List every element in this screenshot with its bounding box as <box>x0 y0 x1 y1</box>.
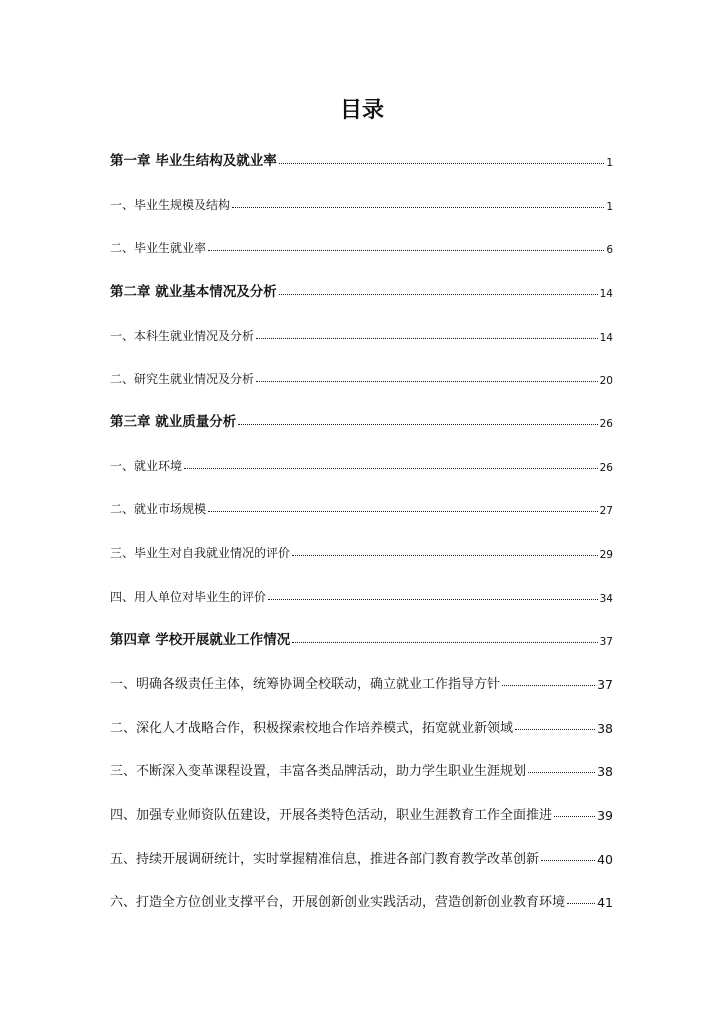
toc-entry-page: 1 <box>606 157 613 169</box>
toc-leader-dots <box>279 163 605 164</box>
toc-chapter-entry[interactable] <box>110 276 613 300</box>
toc-entry-page: 27 <box>599 505 613 517</box>
toc-section-entry[interactable] <box>110 450 613 474</box>
toc-entry-page: 29 <box>599 549 613 561</box>
toc-leader-dots <box>528 772 595 773</box>
toc-entry-page: 37 <box>599 636 613 648</box>
toc-entry-page: 26 <box>599 462 613 474</box>
toc-entry-label: 一、本科生就业情况及分析 <box>110 329 255 343</box>
toc-leader-dots <box>502 685 595 686</box>
toc-section-entry[interactable] <box>110 189 613 213</box>
toc-section-entry[interactable] <box>110 843 613 867</box>
toc-entry-page: 37 <box>597 677 613 692</box>
toc-section-entry[interactable] <box>110 232 613 256</box>
toc-section-entry[interactable] <box>110 581 613 605</box>
toc-entry-label: 二、毕业生就业率 <box>110 241 207 255</box>
toc-entry-label: 六、打造全方位创业支撑平台，开展创新创业实践活动，营造创新创业教育环境 <box>110 895 566 910</box>
toc-entry-page: 38 <box>597 721 613 736</box>
toc-entry-label: 一、就业环境 <box>110 459 183 473</box>
toc-section-entry[interactable] <box>110 320 613 344</box>
toc-leader-dots <box>268 599 598 600</box>
toc-section-entry[interactable] <box>110 493 613 517</box>
toc-entry-label: 第三章 就业质量分析 <box>110 414 237 430</box>
toc-title: 目录 <box>339 98 384 123</box>
toc-leader-dots <box>292 555 598 556</box>
toc-entry-page: 34 <box>599 593 613 605</box>
toc-entry-label: 一、明确各级责任主体，统筹协调全校联动，确立就业工作指导方针 <box>110 677 501 692</box>
toc-leader-dots <box>232 207 604 208</box>
toc-entry-page: 40 <box>597 852 613 867</box>
toc-entry-page: 41 <box>597 895 613 910</box>
toc-chapter-entry[interactable] <box>110 406 613 430</box>
toc-section-entry[interactable] <box>110 799 613 823</box>
toc-entry-label: 五、持续开展调研统计，实时掌握精准信息，推进各部门教育教学改革创新 <box>110 852 540 867</box>
toc-leader-dots <box>208 511 598 512</box>
toc-section-entry[interactable] <box>110 755 613 779</box>
toc-entry-label: 第一章 毕业生结构及就业率 <box>110 153 277 169</box>
toc-entry-label: 三、毕业生对自我就业情况的评价 <box>110 546 291 560</box>
toc-leader-dots <box>184 468 598 469</box>
toc-entry-label: 一、毕业生规模及结构 <box>110 198 231 212</box>
toc-entry-page: 6 <box>606 244 613 256</box>
toc-leader-dots <box>256 338 598 339</box>
toc-entry-page: 20 <box>599 375 613 387</box>
toc-section-entry[interactable] <box>110 668 613 692</box>
toc-section-entry[interactable] <box>110 886 613 910</box>
toc-leader-dots <box>238 424 597 425</box>
toc-section-entry[interactable] <box>110 712 613 736</box>
toc-entry-page: 14 <box>599 288 613 300</box>
toc-entry-label: 二、就业市场规模 <box>110 502 207 516</box>
toc-entry-label: 第四章 学校开展就业工作情况 <box>110 632 291 648</box>
toc-leader-dots <box>208 250 604 251</box>
toc-entry-page: 39 <box>597 808 613 823</box>
toc-chapter-entry[interactable] <box>110 624 613 648</box>
toc-entry-page: 38 <box>597 764 613 779</box>
toc-leader-dots <box>554 816 595 817</box>
toc-leader-dots <box>292 642 597 643</box>
toc-leader-dots <box>279 294 598 295</box>
toc-leader-dots <box>515 729 595 730</box>
toc-section-entry[interactable] <box>110 537 613 561</box>
toc-entry-page: 26 <box>599 418 613 430</box>
toc-entry-label: 三、不断深入变革课程设置，丰富各类品牌活动，助力学生职业生涯规划 <box>110 764 527 779</box>
toc-leader-dots <box>567 903 595 904</box>
toc-entry-page: 14 <box>599 332 613 344</box>
toc-entry-label: 二、深化人才战略合作，积极探索校地合作培养模式，拓宽就业新领域 <box>110 721 514 736</box>
toc-entry-label: 四、加强专业师资队伍建设，开展各类特色活动，职业生涯教育工作全面推进 <box>110 808 553 823</box>
toc-entry-label: 二、研究生就业情况及分析 <box>110 372 255 386</box>
toc-leader-dots <box>541 860 595 861</box>
toc-entry-page: 1 <box>606 201 613 213</box>
toc-entry-label: 第二章 就业基本情况及分析 <box>110 284 277 300</box>
toc-entry-label: 四、用人单位对毕业生的评价 <box>110 590 267 604</box>
toc-chapter-entry[interactable] <box>110 145 613 169</box>
toc-section-entry[interactable] <box>110 363 613 387</box>
toc-leader-dots <box>256 381 598 382</box>
